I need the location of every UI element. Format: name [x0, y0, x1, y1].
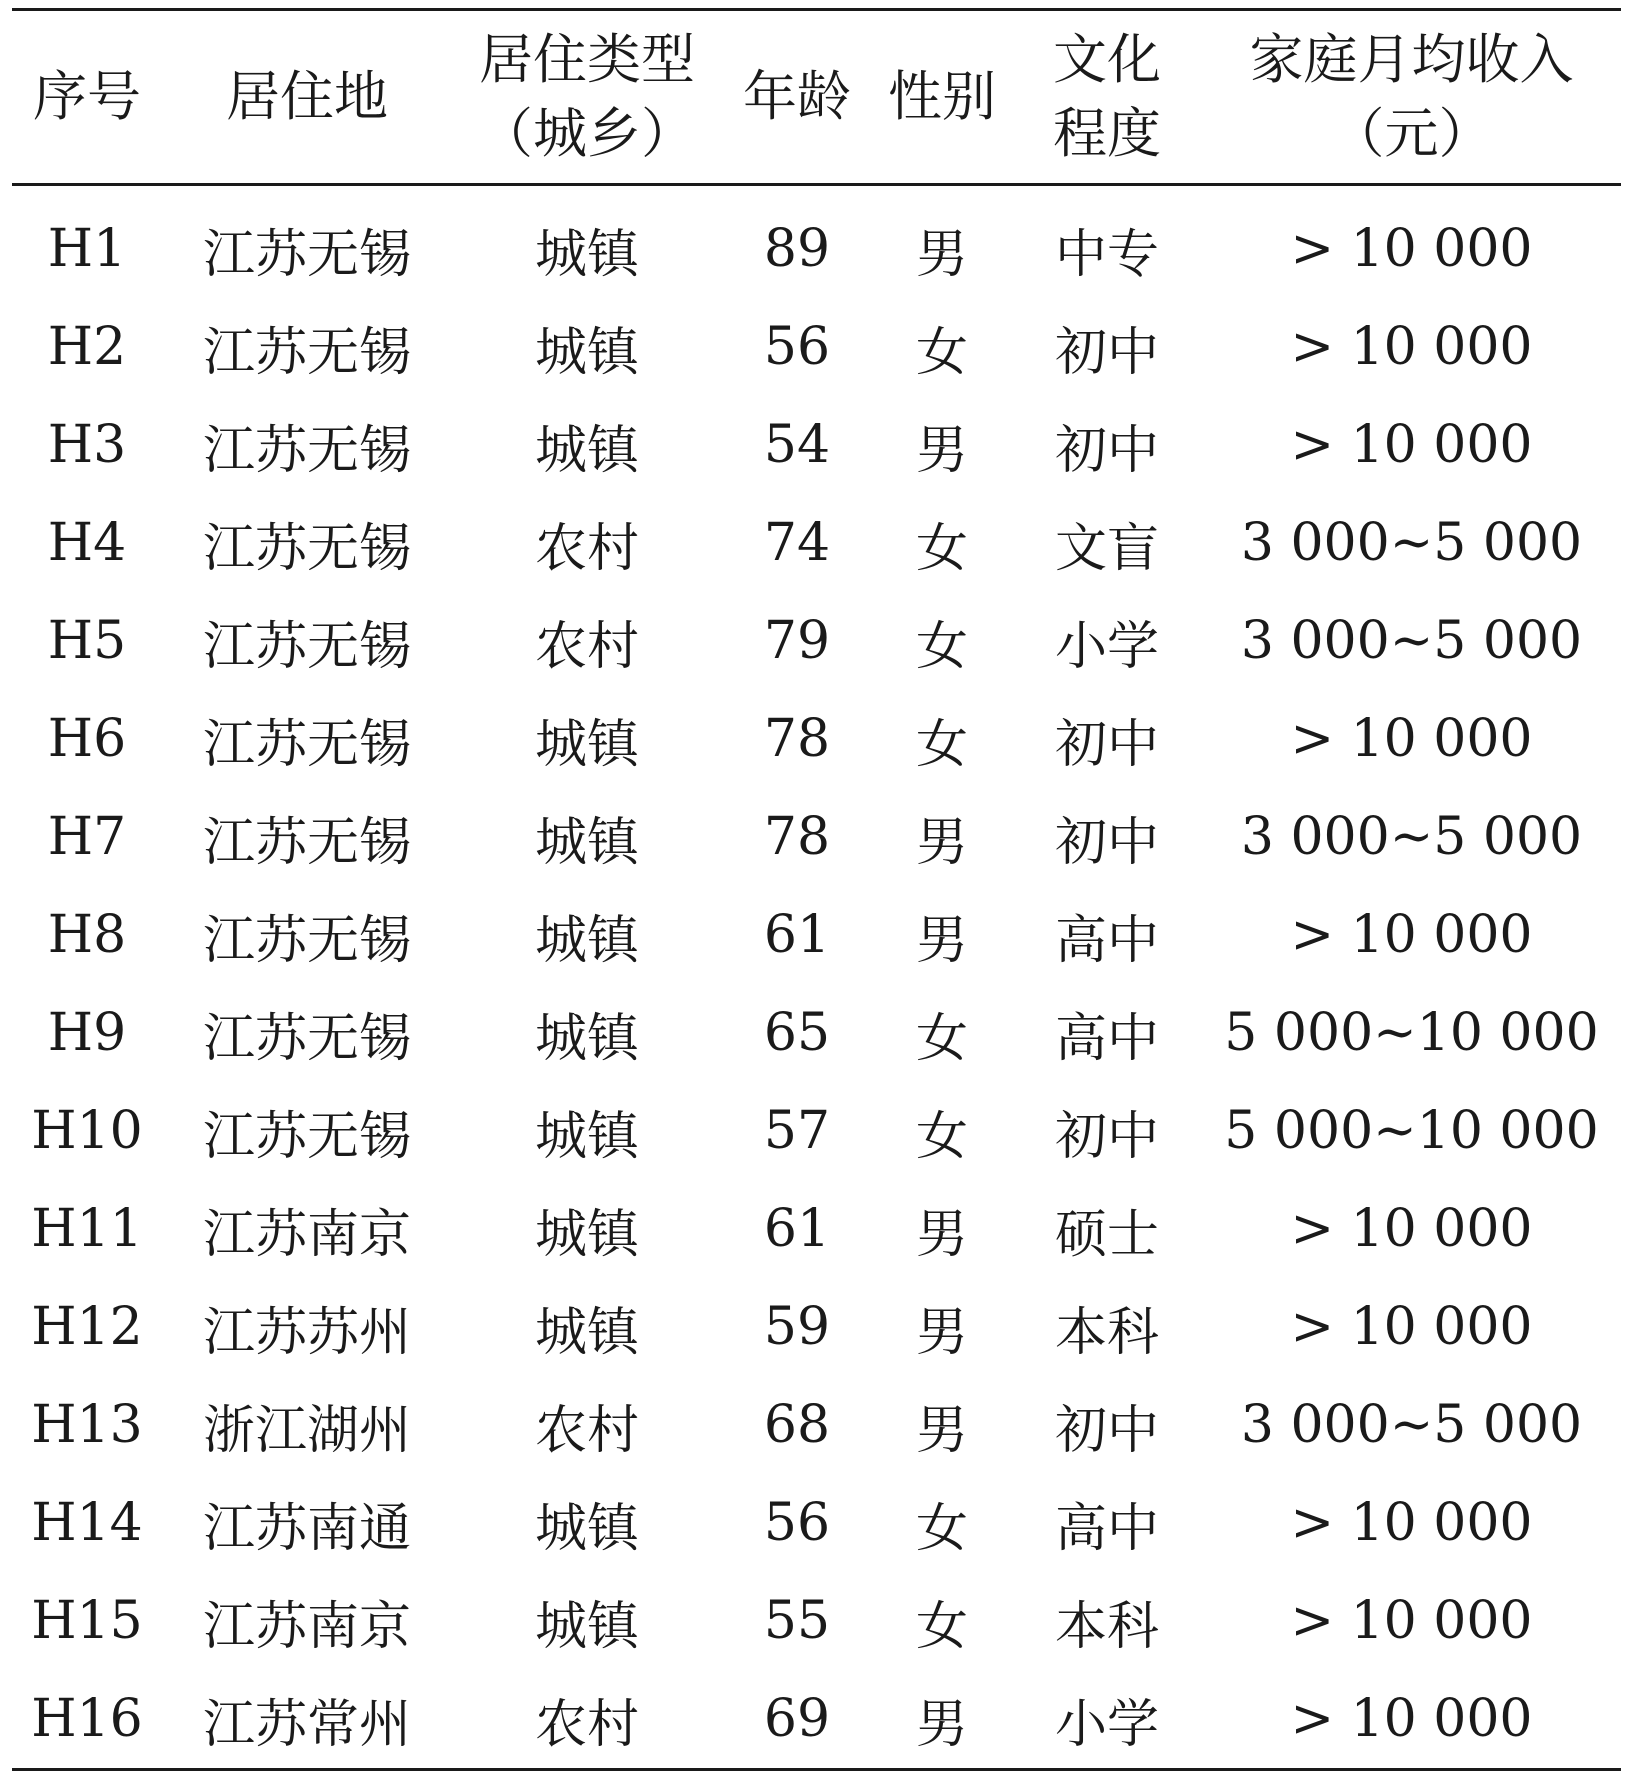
cell-gender: 男	[915, 1204, 968, 1265]
header-education-line2: 程度	[1053, 102, 1161, 165]
cell-gender: 女	[915, 714, 968, 775]
header-gender: 性别	[888, 65, 996, 128]
cell-age: 65	[763, 1003, 831, 1063]
cell-residence-type: 城镇	[534, 910, 639, 971]
cell-id: H14	[31, 1493, 143, 1553]
cell-education: 硕士	[1054, 1204, 1159, 1265]
cell-income: > 10 000	[1290, 1493, 1533, 1553]
cell-residence-type: 城镇	[534, 1498, 639, 1559]
cell-residence-type: 农村	[534, 1694, 639, 1755]
cell-id: H9	[47, 1003, 127, 1063]
cell-education: 初中	[1054, 1400, 1159, 1461]
cell-id: H10	[31, 1101, 143, 1161]
cell-age: 78	[763, 709, 831, 769]
cell-id: H3	[47, 415, 127, 475]
cell-residence-type: 城镇	[534, 224, 639, 285]
cell-age: 57	[763, 1101, 831, 1161]
cell-location: 江苏南京	[202, 1596, 411, 1657]
cell-gender: 男	[915, 1400, 968, 1461]
cell-age: 69	[763, 1689, 831, 1749]
cell-id: H8	[47, 905, 127, 965]
cell-education: 高中	[1054, 910, 1159, 971]
cell-gender: 女	[915, 1106, 968, 1167]
cell-location: 江苏南京	[202, 1204, 411, 1265]
header-education-line1: 文化	[1053, 28, 1161, 91]
table-row	[12, 1474, 1621, 1572]
cell-age: 89	[763, 219, 831, 279]
cell-age: 78	[763, 807, 831, 867]
cell-income: > 10 000	[1290, 1199, 1533, 1259]
cell-location: 浙江湖州	[202, 1400, 411, 1461]
cell-location: 江苏无锡	[202, 910, 411, 971]
cell-age: 55	[763, 1591, 831, 1651]
cell-residence-type: 城镇	[534, 322, 639, 383]
cell-residence-type: 城镇	[534, 1302, 639, 1363]
table-row	[12, 1572, 1621, 1670]
cell-location: 江苏无锡	[202, 322, 411, 383]
cell-education: 高中	[1054, 1008, 1159, 1069]
cell-location: 江苏无锡	[202, 518, 411, 579]
cell-income: 5 000~10 000	[1224, 1101, 1599, 1161]
table-row	[12, 984, 1621, 1082]
cell-location: 江苏无锡	[202, 224, 411, 285]
header-income-line2: （元）	[1330, 102, 1493, 165]
cell-education: 本科	[1054, 1302, 1159, 1363]
cell-education: 初中	[1054, 1106, 1159, 1167]
cell-location: 江苏无锡	[202, 1008, 411, 1069]
cell-age: 61	[763, 905, 831, 965]
cell-id: H5	[47, 611, 127, 671]
cell-residence-type: 城镇	[534, 1596, 639, 1657]
cell-gender: 女	[915, 1596, 968, 1657]
cell-income: 3 000~5 000	[1240, 611, 1583, 671]
table-row	[12, 1278, 1621, 1376]
table-row	[12, 592, 1621, 690]
cell-residence-type: 城镇	[534, 1008, 639, 1069]
header-location: 居住地	[226, 65, 388, 128]
cell-income: 5 000~10 000	[1224, 1003, 1599, 1063]
cell-age: 68	[763, 1395, 831, 1455]
cell-gender: 女	[915, 518, 968, 579]
cell-income: > 10 000	[1290, 1689, 1533, 1749]
cell-id: H7	[47, 807, 127, 867]
cell-age: 54	[763, 415, 831, 475]
cell-residence-type: 城镇	[534, 420, 639, 481]
table-row	[12, 690, 1621, 788]
cell-income: 3 000~5 000	[1240, 1395, 1583, 1455]
cell-education: 本科	[1054, 1596, 1159, 1657]
cell-gender: 男	[915, 1694, 968, 1755]
cell-id: H6	[47, 709, 127, 769]
table-row	[12, 185, 1621, 299]
cell-gender: 男	[915, 910, 968, 971]
cell-id: H13	[31, 1395, 143, 1455]
cell-id: H15	[31, 1591, 143, 1651]
cell-gender: 女	[915, 616, 968, 677]
cell-education: 初中	[1054, 714, 1159, 775]
table-row	[12, 1670, 1621, 1770]
cell-income: 3 000~5 000	[1240, 513, 1583, 573]
table-row	[12, 788, 1621, 886]
cell-id: H16	[31, 1689, 143, 1749]
cell-education: 文盲	[1054, 518, 1159, 579]
cell-location: 江苏无锡	[202, 1106, 411, 1167]
header-education	[1012, 10, 1202, 185]
table-body	[12, 185, 1621, 1770]
cell-gender: 男	[915, 812, 968, 873]
cell-income: > 10 000	[1290, 317, 1533, 377]
cell-education: 初中	[1054, 420, 1159, 481]
table-header	[12, 10, 1621, 185]
header-residence-type-line1: 居住类型	[479, 28, 695, 91]
interviewee-table-container	[12, 8, 1621, 1771]
cell-location: 江苏南通	[202, 1498, 411, 1559]
table-row	[12, 1376, 1621, 1474]
cell-age: 74	[763, 513, 831, 573]
cell-location: 江苏苏州	[202, 1302, 411, 1363]
table-row	[12, 1082, 1621, 1180]
cell-location: 江苏无锡	[202, 812, 411, 873]
cell-age: 56	[763, 1493, 831, 1553]
cell-age: 56	[763, 317, 831, 377]
cell-location: 江苏无锡	[202, 616, 411, 677]
cell-residence-type: 城镇	[534, 1204, 639, 1265]
cell-id: H2	[47, 317, 127, 377]
cell-income: > 10 000	[1290, 1591, 1533, 1651]
cell-location: 江苏常州	[202, 1694, 411, 1755]
cell-income: > 10 000	[1290, 1297, 1533, 1357]
header-residence-type	[452, 10, 722, 185]
cell-education: 初中	[1054, 812, 1159, 873]
table-row	[12, 298, 1621, 396]
header-row	[12, 10, 1621, 185]
cell-gender: 女	[915, 322, 968, 383]
cell-residence-type: 城镇	[534, 714, 639, 775]
table-row	[12, 1180, 1621, 1278]
cell-education: 高中	[1054, 1498, 1159, 1559]
cell-residence-type: 农村	[534, 518, 639, 579]
cell-id: H11	[31, 1199, 143, 1259]
cell-age: 59	[763, 1297, 831, 1357]
interviewee-table	[12, 8, 1621, 1771]
cell-gender: 男	[915, 224, 968, 285]
cell-residence-type: 农村	[534, 616, 639, 677]
cell-income: > 10 000	[1290, 709, 1533, 769]
header-age: 年龄	[743, 65, 851, 128]
cell-education: 初中	[1054, 322, 1159, 383]
cell-gender: 女	[915, 1498, 968, 1559]
cell-gender: 男	[915, 1302, 968, 1363]
header-income-line1: 家庭月均收入	[1249, 28, 1574, 91]
cell-gender: 男	[915, 420, 968, 481]
header-residence-type-line2: （城乡）	[479, 102, 695, 165]
cell-residence-type: 城镇	[534, 812, 639, 873]
cell-income: 3 000~5 000	[1240, 807, 1583, 867]
cell-id: H1	[47, 219, 127, 279]
cell-age: 79	[763, 611, 831, 671]
header-id: 序号	[33, 65, 141, 128]
cell-location: 江苏无锡	[202, 420, 411, 481]
cell-income: > 10 000	[1290, 219, 1533, 279]
cell-education: 小学	[1054, 616, 1159, 677]
cell-income: > 10 000	[1290, 905, 1533, 965]
cell-residence-type: 城镇	[534, 1106, 639, 1167]
cell-education: 中专	[1054, 224, 1159, 285]
table-row	[12, 494, 1621, 592]
cell-education: 小学	[1054, 1694, 1159, 1755]
table-row	[12, 396, 1621, 494]
table-row	[12, 886, 1621, 984]
cell-income: > 10 000	[1290, 415, 1533, 475]
cell-id: H12	[31, 1297, 143, 1357]
header-income	[1202, 10, 1621, 185]
cell-location: 江苏无锡	[202, 714, 411, 775]
cell-id: H4	[47, 513, 127, 573]
cell-gender: 女	[915, 1008, 968, 1069]
cell-age: 61	[763, 1199, 831, 1259]
cell-residence-type: 农村	[534, 1400, 639, 1461]
